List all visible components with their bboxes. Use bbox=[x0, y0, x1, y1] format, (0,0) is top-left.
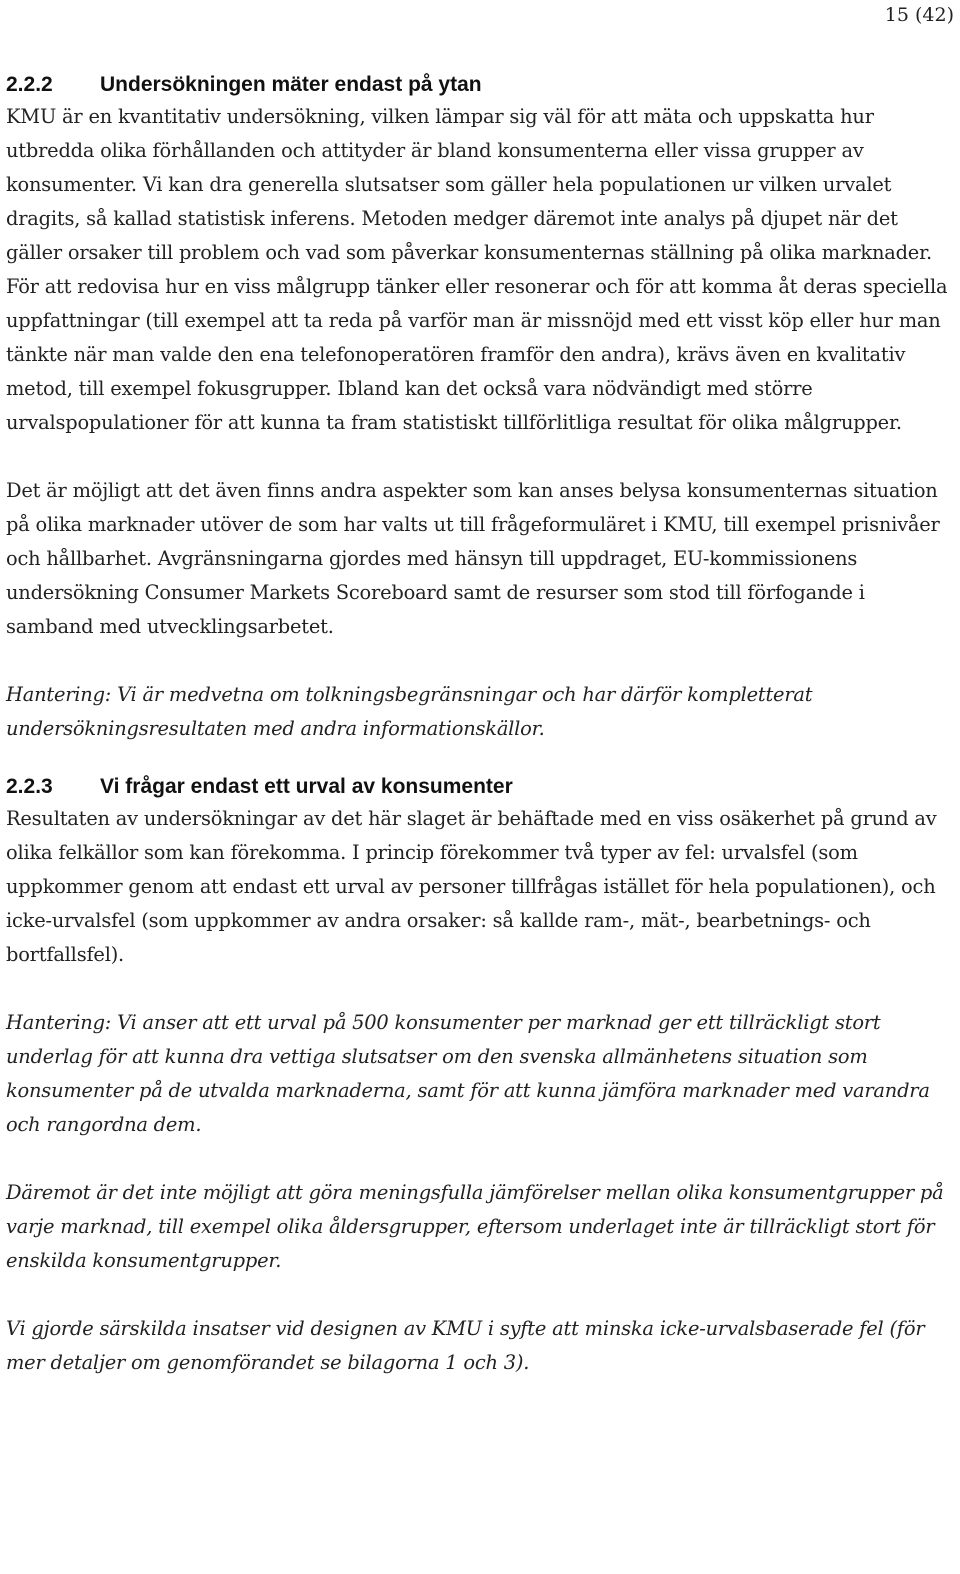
document-body bbox=[6, 70, 952, 1380]
handling-note: Vi gjorde särskilda insatser vid designen av KMU i syfte att minska icke-urvalsbaserade fel (för mer detaljer om genomförandet se bilagorna 1 och 3). bbox=[6, 1317, 925, 1374]
handling-note: Hantering: Vi anser att ett urval på 500 konsumenter per marknad ger ett tillräckligt stort underlag för att kunna dra vettiga slutsatser om den svenska allmänhetens situation som konsumenter på de utvalda marknaderna, samt för att kunna jämföra marknader med varandra och rangordna dem. bbox=[6, 1011, 930, 1136]
section-heading-2-2-2 bbox=[6, 70, 952, 100]
paragraph: Resultaten av undersökningar av det här slaget är behäftade med en viss osäkerhet på grund av olika felkällor som kan förekomma. I princip förekommer två typer av fel: urvalsfel (som uppkommer genom att endast ett urval av personer tillfrågas istället för hela populationen), och icke-urvalsfel (som uppkommer av andra orsaker: så kallde ram-, mät-, bearbetnings- och bortfallsfel). bbox=[6, 807, 937, 966]
handling-note: Däremot är det inte möjligt att göra meningsfulla jämförelser mellan olika konsumentgrupper på varje marknad, till exempel olika åldersgrupper, eftersom underlaget inte är tillräckligt stort för enskilda konsumentgrupper. bbox=[6, 1181, 944, 1272]
section-number: 2.2.2 bbox=[6, 73, 53, 96]
section-title: Vi frågar endast ett urval av konsumenter bbox=[100, 775, 513, 798]
section-heading-2-2-3 bbox=[6, 772, 952, 802]
paragraph: KMU är en kvantitativ undersökning, vilken lämpar sig väl för att mäta och uppskatta hur utbredda olika förhållanden och attityder är bland konsumenterna eller vissa grupper av konsumenter. Vi kan dra generella slutsatser som gäller hela populationen ur vilken urvalet dragits, så kallad statistisk inferens. Metoden medger däremot inte analys på djupet när det gäller orsaker till problem och vad som påverkar konsumenternas ställning på olika marknader. För att redovisa hur en viss målgrupp tänker eller resonerar och för att komma åt deras speciella uppfattningar (till exempel att ta reda på varför man är missnöjd med ett visst köp eller hur man tänkte när man valde den ena telefonoperatören framför den andra), krävs även en kvalitativ metod, till exempel fokusgrupper. Ibland kan det också vara nödvändigt med större urvalspopulationer för att kunna ta fram statistiskt tillförlitliga resultat för olika målgrupper. bbox=[6, 105, 948, 434]
section-number: 2.2.3 bbox=[6, 775, 53, 798]
section-title: Undersökningen mäter endast på ytan bbox=[100, 73, 482, 96]
handling-note: Hantering: Vi är medvetna om tolkningsbegränsningar och har därför kompletterat undersökningsresultaten med andra informationskällor. bbox=[6, 683, 813, 740]
paragraph: Det är möjligt att det även finns andra aspekter som kan anses belysa konsumenternas situation på olika marknader utöver de som har valts ut till frågeformuläret i KMU, till exempel prisnivåer och hållbarhet. Avgränsningarna gjordes med hänsyn till uppdraget, EU-kommissionens undersökning Consumer Markets Scoreboard samt de resurser som stod till förfogande i samband med utvecklingsarbetet. bbox=[6, 479, 940, 638]
page-number: 15 (42) bbox=[884, 4, 954, 26]
